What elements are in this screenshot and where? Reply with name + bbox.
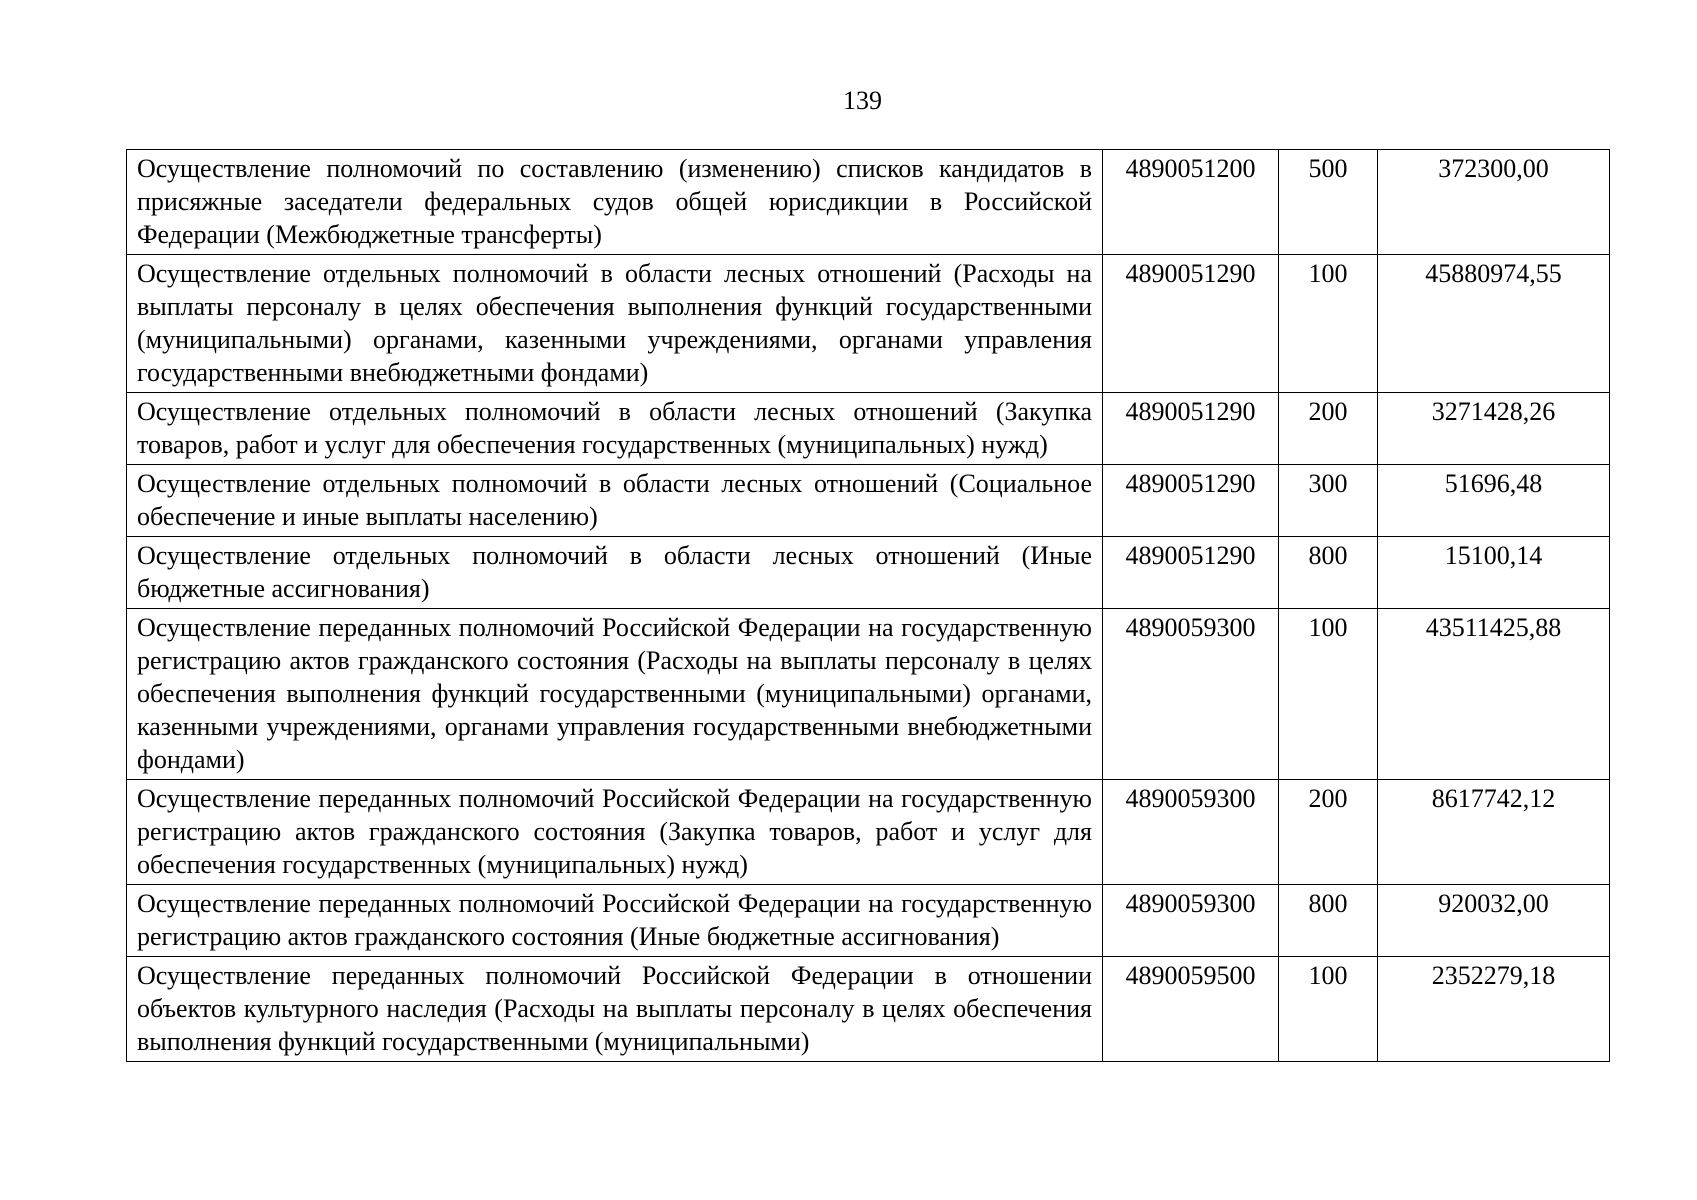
row-description: Осуществление переданных полномочий Российской Федерации в отношении объектов культурного наследия (Расходы на выплаты персоналу в целях обеспечения выполнения функций государственными (муниципальными) xyxy=(127,957,1103,1062)
row-expense-type: 100 xyxy=(1279,609,1378,780)
row-amount: 15100,14 xyxy=(1378,537,1610,609)
row-target-code: 4890051290 xyxy=(1103,393,1279,465)
row-description: Осуществление отдельных полномочий в области лесных отношений (Иные бюджетные ассигнования) xyxy=(127,537,1103,609)
row-description: Осуществление переданных полномочий Российской Федерации на государственную регистрацию актов гражданского состояния (Закупка товаров, работ и услуг для обеспечения государственных (муниципальных) нужд) xyxy=(127,780,1103,885)
row-description: Осуществление полномочий по составлению (изменению) списков кандидатов в присяжные заседатели федеральных судов общей юрисдикции в Российской Федерации (Межбюджетные трансферты) xyxy=(127,150,1103,255)
row-amount: 8617742,12 xyxy=(1378,780,1610,885)
table-row xyxy=(127,957,1610,1062)
row-description: Осуществление переданных полномочий Российской Федерации на государственную регистрацию актов гражданского состояния (Иные бюджетные ассигнования) xyxy=(127,885,1103,957)
row-target-code: 4890051290 xyxy=(1103,537,1279,609)
row-amount: 45880974,55 xyxy=(1378,255,1610,393)
table-row xyxy=(127,609,1610,780)
table-row xyxy=(127,537,1610,609)
row-amount: 920032,00 xyxy=(1378,885,1610,957)
row-target-code: 4890059300 xyxy=(1103,885,1279,957)
row-expense-type: 800 xyxy=(1279,537,1378,609)
row-amount: 51696,48 xyxy=(1378,465,1610,537)
row-target-code: 4890051290 xyxy=(1103,255,1279,393)
budget-table xyxy=(126,149,1610,1062)
row-expense-type: 800 xyxy=(1279,885,1378,957)
row-amount: 3271428,26 xyxy=(1378,393,1610,465)
row-target-code: 4890059500 xyxy=(1103,957,1279,1062)
row-description: Осуществление отдельных полномочий в области лесных отношений (Социальное обеспечение и иные выплаты населению) xyxy=(127,465,1103,537)
row-description: Осуществление переданных полномочий Российской Федерации на государственную регистрацию актов гражданского состояния (Расходы на выплаты персоналу в целях обеспечения выполнения функций государственными (муниципальными) органами, казенными учреждениями, органами управления государственными внебюджетными фондами) xyxy=(127,609,1103,780)
row-target-code: 4890051290 xyxy=(1103,465,1279,537)
table-row xyxy=(127,465,1610,537)
row-expense-type: 100 xyxy=(1279,957,1378,1062)
table-row xyxy=(127,255,1610,393)
table-row xyxy=(127,150,1610,255)
row-expense-type: 200 xyxy=(1279,780,1378,885)
page-number: 139 xyxy=(843,86,882,115)
table-row xyxy=(127,780,1610,885)
table-row xyxy=(127,885,1610,957)
row-amount: 43511425,88 xyxy=(1378,609,1610,780)
row-expense-type: 500 xyxy=(1279,150,1378,255)
row-target-code: 4890051200 xyxy=(1103,150,1279,255)
row-expense-type: 100 xyxy=(1279,255,1378,393)
row-target-code: 4890059300 xyxy=(1103,780,1279,885)
row-amount: 372300,00 xyxy=(1378,150,1610,255)
row-expense-type: 200 xyxy=(1279,393,1378,465)
row-description: Осуществление отдельных полномочий в области лесных отношений (Расходы на выплаты персоналу в целях обеспечения выполнения функций государственными (муниципальными) органами, казенными учреждениями, органами управления государственными внебюджетными фондами) xyxy=(127,255,1103,393)
row-description: Осуществление отдельных полномочий в области лесных отношений (Закупка товаров, работ и услуг для обеспечения государственных (муниципальных) нужд) xyxy=(127,393,1103,465)
row-amount: 2352279,18 xyxy=(1378,957,1610,1062)
table-row xyxy=(127,393,1610,465)
row-target-code: 4890059300 xyxy=(1103,609,1279,780)
row-expense-type: 300 xyxy=(1279,465,1378,537)
